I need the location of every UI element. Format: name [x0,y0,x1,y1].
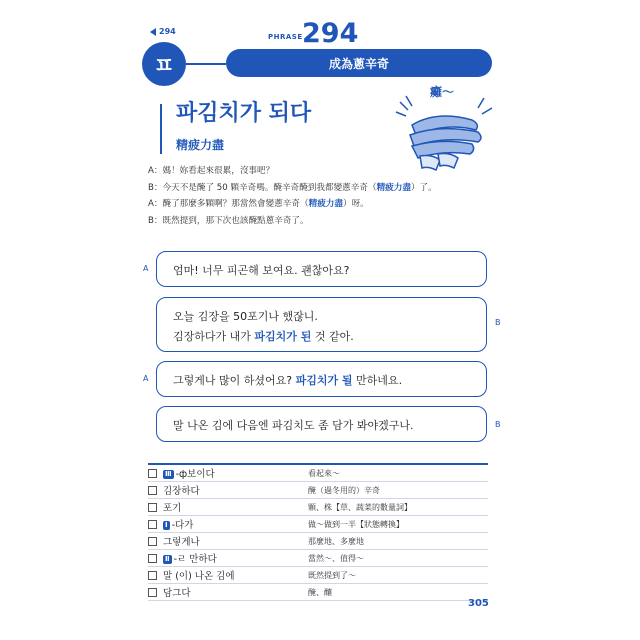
section-letter: ㅍ [142,42,186,86]
checkbox-icon[interactable] [148,571,157,580]
dialogue-line: A：媽！妳看起來很累，沒事吧？ [148,166,275,176]
audio-track-number: 294 [159,27,176,36]
green-onion-illustration [392,80,502,175]
grammar-tag: Ⅱ [165,555,170,563]
table-row: Ⅰ -다가 做～做到一半【狀態轉換】 [148,516,488,533]
grammar-tag: Ⅲ [165,470,172,478]
table-row: 말 (이) 나온 김에 既然提到了～ [148,567,488,584]
vocabulary-table [148,463,488,601]
bubble-text: 말 나온 김에 다음엔 파김치도 좀 담가 봐야겠구나. [173,419,414,432]
illustration-caption: 癱～ [430,85,455,99]
category-title: 成為蔥辛奇 [226,49,492,77]
table-row: Ⅲ -ф보이다 看起來～ [148,464,488,482]
checkbox-icon[interactable] [148,554,157,563]
checkbox-icon[interactable] [148,537,157,546]
speech-bubble-b1 [156,297,487,352]
chinese-dialogue [148,163,437,229]
table-row: 김장하다 醃（過冬用的）辛奇 [148,482,488,499]
dialogue-line: B：今天不是醃了 50 顆辛奇嗎。醃辛奇醃到我都變蔥辛奇（精疲力盡）了。 [148,182,437,193]
speaker-b-label: B [495,318,501,327]
speaker-a-label: A [143,264,149,273]
connector-line [186,63,226,65]
title-accent-bar [160,104,162,154]
bubble-text: 엄마! 너무 피곤해 보여요. 괜찮아요? [173,264,350,277]
checkbox-icon[interactable] [148,520,157,529]
checkbox-icon[interactable] [148,503,157,512]
checkbox-icon[interactable] [148,588,157,597]
speaker-b-label: B [495,420,501,429]
chinese-meaning: 精疲力盡 [176,138,225,152]
page-number: 305 [468,598,489,609]
dialogue-line: A：醃了那麼多顆啊？那當然會變蔥辛奇（精疲力盡）呀。 [148,199,369,209]
speaker-a-label: A [143,374,149,383]
phrase-number: 294 [302,18,359,49]
bubble-text: 오늘 김장을 50포기나 했잖니. [173,310,318,323]
korean-title: 파김치가 되다 [176,101,312,126]
table-row: 담그다 醃、釀 [148,584,488,601]
phrase-label: PHRASE [268,33,303,41]
audio-track[interactable] [150,27,176,36]
table-row: Ⅱ -ㄹ 만하다 當然～、值得～ [148,550,488,567]
speaker-icon [150,28,156,36]
dialogue-line: B：既然提到，那下次也該醃點蔥辛奇了。 [148,215,309,226]
table-row: 포기 顆、株【草、蔬菜的數量詞】 [148,499,488,516]
speech-bubble-a2 [156,361,487,397]
bubble-text: 그렇게나 많이 하셨어요? 파김치가 될 만하네요. [173,374,403,387]
grammar-tag: Ⅰ [165,521,168,529]
checkbox-icon[interactable] [148,486,157,495]
bubble-text: 김장하다가 내가 파김치가 된 것 같아. [173,330,354,343]
table-row: 그렇게나 那麼地、多麼地 [148,533,488,550]
checkbox-icon[interactable] [148,469,157,478]
speech-bubble-a1 [156,251,487,287]
speech-bubble-b2 [156,406,487,442]
